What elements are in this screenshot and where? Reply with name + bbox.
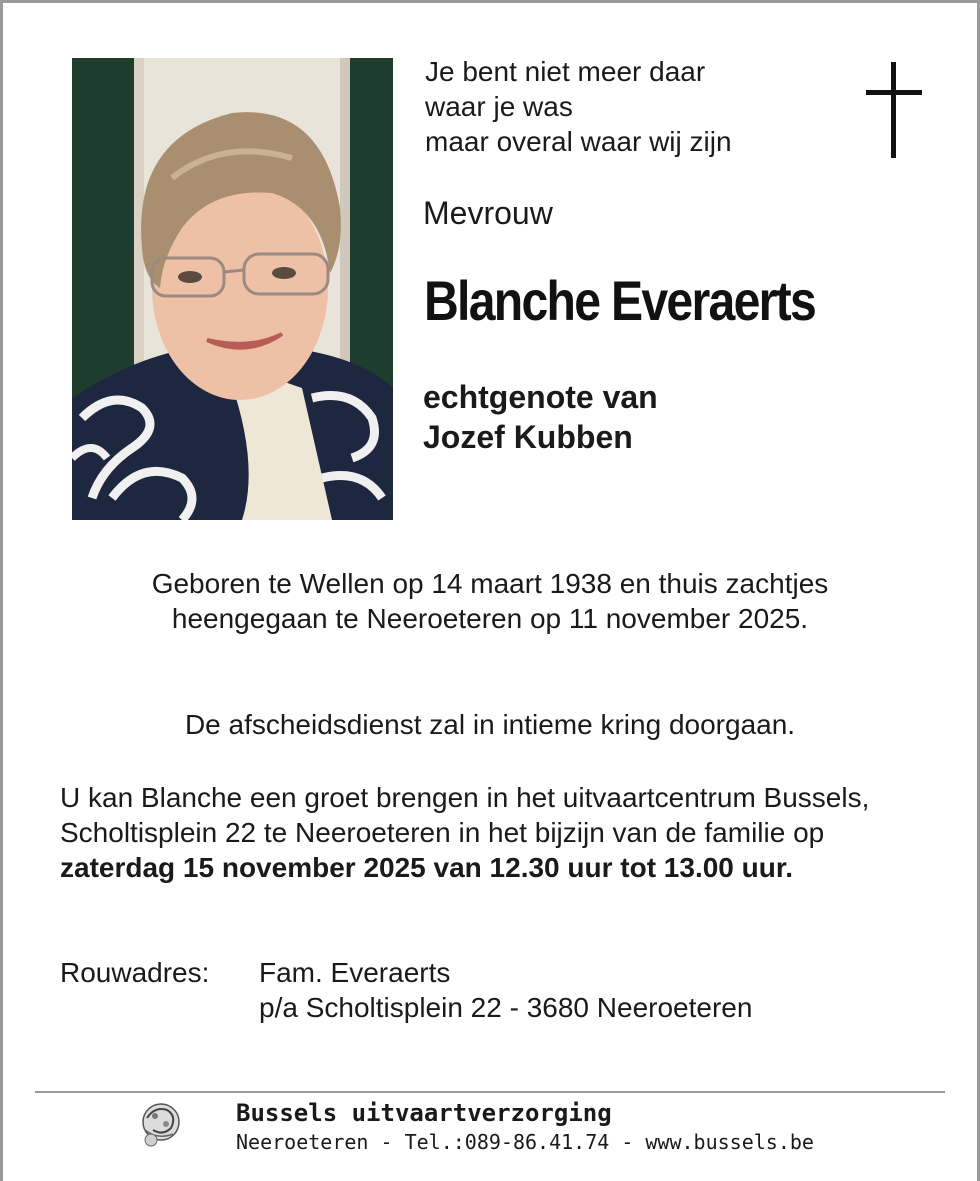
visitation-text: U kan Blanche een groet brengen in het uitvaartcentrum Bussels, Scholtisplein 22 te Neeroeteren in het bijzijn van de familie op bbox=[60, 782, 870, 848]
cross-icon bbox=[866, 62, 922, 158]
visitation-time: zaterdag 15 november 2025 van 12.30 uur tot 13.00 uur. bbox=[60, 852, 793, 883]
address-line: p/a Scholtisplein 22 - 3680 Neeroeteren bbox=[259, 992, 753, 1023]
company-contact: Neeroeteren - Tel.:089-86.41.74 - www.bussels.be bbox=[236, 1130, 814, 1154]
address-line: Fam. Everaerts bbox=[259, 957, 451, 988]
portrait-photo bbox=[72, 58, 393, 520]
birth-line: Geboren te Wellen op 14 maart 1938 en thuis zachtjes bbox=[151, 568, 829, 599]
visitation-info bbox=[60, 780, 940, 885]
poem-line: waar je was bbox=[425, 91, 573, 122]
bussels-logo bbox=[133, 1100, 223, 1156]
deceased-name: Blanche Everaerts bbox=[424, 269, 816, 332]
poem bbox=[425, 54, 732, 159]
poem-line: maar overal waar wij zijn bbox=[425, 126, 732, 157]
spouse-relation: echtgenote van bbox=[423, 379, 658, 415]
poem-line: Je bent niet meer daar bbox=[425, 56, 706, 87]
birth-death-info bbox=[0, 566, 980, 636]
spouse-name: Jozef Kubben bbox=[423, 419, 633, 455]
mourning-address bbox=[259, 955, 752, 1025]
salutation: Mevrouw bbox=[423, 195, 553, 231]
address-label: Rouwadres: bbox=[60, 957, 210, 988]
farewell-service: De afscheidsdienst zal in intieme kring doorgaan. bbox=[184, 709, 796, 740]
spouse-info bbox=[423, 377, 658, 457]
footer-divider bbox=[35, 1091, 945, 1093]
company-name: Bussels uitvaartverzorging bbox=[236, 1099, 612, 1127]
death-line: heengegaan te Neeroeteren op 11 november 2025. bbox=[171, 603, 809, 634]
